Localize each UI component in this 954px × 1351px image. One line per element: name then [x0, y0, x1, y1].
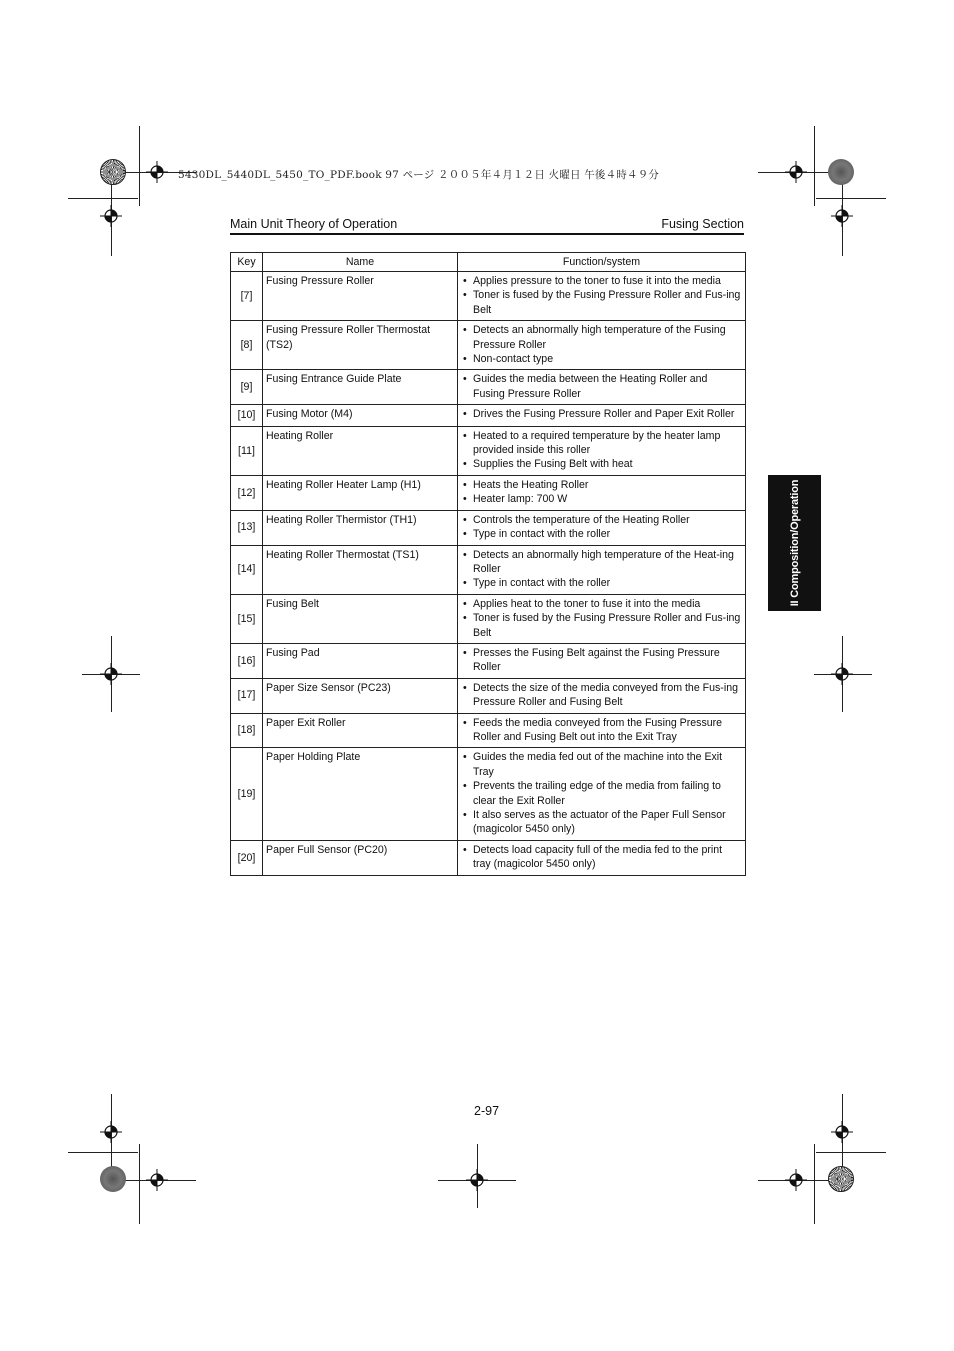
crop-line [139, 1144, 140, 1224]
row-part-name: Fusing Pad [263, 643, 458, 678]
table-row [231, 426, 746, 475]
crop-line [68, 1152, 138, 1153]
file-stamp: 5430DL_5440DL_5450_TO_PDF.book 97 ページ ２００５年４月１２日 火曜日 午後４時４９分 [178, 169, 660, 181]
row-part-name: Fusing Motor (M4) [263, 405, 458, 426]
row-key: [9] [231, 370, 263, 405]
row-key: [13] [231, 510, 263, 545]
row-key: [10] [231, 405, 263, 426]
row-part-name: Heating Roller Thermostat (TS1) [263, 545, 458, 594]
crosshair-registration-icon [831, 663, 853, 685]
row-function-list [458, 510, 746, 545]
table-header-row [231, 253, 746, 272]
function-item: • Heats the Heating Roller [461, 478, 742, 492]
function-item: • Toner is fused by the Fusing Pressure Roller and Fus-ing Belt [461, 288, 742, 317]
table-row [231, 678, 746, 713]
crosshair-registration-icon [100, 205, 122, 227]
row-key: [8] [231, 321, 263, 370]
function-item: • Heated to a required temperature by the heater lamp provided inside this roller [461, 429, 742, 458]
print-density-disc-icon [828, 159, 854, 185]
table-row [231, 370, 746, 405]
running-header-section: Fusing Section [661, 217, 744, 231]
table-row [231, 545, 746, 594]
row-key: [20] [231, 840, 263, 875]
crop-line [139, 126, 140, 206]
function-item: • It also serves as the actuator of the Paper Full Sensor (magicolor 5450 only) [461, 808, 742, 837]
function-item: • Guides the media between the Heating Roller and Fusing Pressure Roller [461, 372, 742, 401]
function-item: • Type in contact with the roller [461, 576, 742, 590]
row-key: [16] [231, 643, 263, 678]
row-function-list [458, 321, 746, 370]
row-key: [14] [231, 545, 263, 594]
function-item: • Detects an abnormally high temperature of the Fusing Pressure Roller [461, 323, 742, 352]
crosshair-registration-icon [831, 1121, 853, 1143]
function-item: • Drives the Fusing Pressure Roller and Paper Exit Roller [461, 407, 742, 421]
starburst-target-icon [828, 1166, 854, 1192]
function-bullets [461, 429, 742, 472]
parts-function-table [230, 252, 746, 876]
row-part-name: Paper Size Sensor (PC23) [263, 678, 458, 713]
table-row [231, 643, 746, 678]
row-part-name: Heating Roller [263, 426, 458, 475]
row-part-name: Fusing Entrance Guide Plate [263, 370, 458, 405]
row-function-list [458, 713, 746, 748]
column-header-key: Key [231, 253, 263, 272]
row-part-name: Fusing Pressure Roller Thermostat (TS2) [263, 321, 458, 370]
row-part-name: Fusing Belt [263, 594, 458, 643]
row-part-name: Paper Exit Roller [263, 713, 458, 748]
function-item: • Presses the Fusing Belt against the Fusing Pressure Roller [461, 646, 742, 675]
crosshair-registration-icon [831, 205, 853, 227]
function-bullets [461, 750, 742, 836]
function-item: • Detects an abnormally high temperature of the Heat-ing Roller [461, 548, 742, 577]
crosshair-registration-icon [100, 1121, 122, 1143]
row-key: [15] [231, 594, 263, 643]
row-part-name: Paper Full Sensor (PC20) [263, 840, 458, 875]
row-part-name: Heating Roller Heater Lamp (H1) [263, 475, 458, 510]
function-item: • Controls the temperature of the Heating Roller [461, 513, 742, 527]
function-item: • Detects load capacity full of the media fed to the print tray (magicolor 5450 only) [461, 843, 742, 872]
function-item: • Toner is fused by the Fusing Pressure Roller and Fus-ing Belt [461, 611, 742, 640]
table-row [231, 840, 746, 875]
row-function-list [458, 678, 746, 713]
row-function-list [458, 545, 746, 594]
table-row [231, 272, 746, 321]
row-key: [18] [231, 713, 263, 748]
crosshair-registration-icon [466, 1169, 488, 1191]
side-tab-label: II Composition/Operation [788, 479, 801, 607]
function-bullets [461, 513, 742, 542]
function-item: • Feeds the media conveyed from the Fusing Pressure Roller and Fusing Belt out into the Exit Tray [461, 716, 742, 745]
column-header-function: Function/system [458, 253, 746, 272]
crosshair-registration-icon [785, 1169, 807, 1191]
row-part-name: Heating Roller Thermistor (TH1) [263, 510, 458, 545]
page-number: 2-97 [474, 1104, 500, 1118]
function-item: • Supplies the Fusing Belt with heat [461, 457, 742, 471]
function-item: • Applies heat to the toner to fuse it into the media [461, 597, 742, 611]
function-bullets [461, 843, 742, 872]
row-function-list [458, 643, 746, 678]
table-row [231, 748, 746, 840]
function-item: • Type in contact with the roller [461, 527, 742, 541]
function-item: • Prevents the trailing edge of the media from failing to clear the Exit Roller [461, 779, 742, 808]
header-rule [230, 233, 744, 235]
function-bullets [461, 323, 742, 366]
crosshair-registration-icon [146, 1169, 168, 1191]
row-function-list [458, 748, 746, 840]
running-header-chapter: Main Unit Theory of Operation [230, 217, 398, 231]
row-key: [12] [231, 475, 263, 510]
function-bullets [461, 274, 742, 317]
row-key: [17] [231, 678, 263, 713]
crosshair-registration-icon [785, 161, 807, 183]
crop-line [816, 198, 886, 199]
table-row [231, 321, 746, 370]
row-function-list [458, 594, 746, 643]
function-bullets [461, 681, 742, 710]
column-header-name: Name [263, 253, 458, 272]
row-function-list [458, 840, 746, 875]
crop-line [814, 126, 815, 206]
row-function-list [458, 475, 746, 510]
crop-line [68, 198, 138, 199]
row-part-name: Fusing Pressure Roller [263, 272, 458, 321]
row-function-list [458, 426, 746, 475]
table-row [231, 713, 746, 748]
row-key: [11] [231, 426, 263, 475]
function-item: • Non-contact type [461, 352, 742, 366]
function-bullets [461, 646, 742, 675]
print-density-disc-icon [100, 1166, 126, 1192]
table-row [231, 475, 746, 510]
function-item: • Detects the size of the media conveyed from the Fus-ing Pressure Roller and Fusing Belt [461, 681, 742, 710]
row-key: [7] [231, 272, 263, 321]
crop-line [814, 1144, 815, 1224]
starburst-target-icon [100, 159, 126, 185]
row-key: [19] [231, 748, 263, 840]
row-function-list [458, 405, 746, 426]
function-bullets [461, 548, 742, 591]
function-bullets [461, 407, 742, 421]
row-function-list [458, 272, 746, 321]
row-function-list [458, 370, 746, 405]
row-part-name: Paper Holding Plate [263, 748, 458, 840]
function-item: • Heater lamp: 700 W [461, 492, 742, 506]
crosshair-registration-icon [146, 161, 168, 183]
crop-line [816, 1152, 886, 1153]
table-row [231, 594, 746, 643]
function-bullets [461, 478, 742, 507]
table-row [231, 510, 746, 545]
table-row [231, 405, 746, 426]
chapter-side-tab [768, 475, 821, 611]
function-item: • Applies pressure to the toner to fuse it into the media [461, 274, 742, 288]
function-bullets [461, 597, 742, 640]
function-bullets [461, 372, 742, 401]
crosshair-registration-icon [100, 663, 122, 685]
function-item: • Guides the media fed out of the machine into the Exit Tray [461, 750, 742, 779]
function-bullets [461, 716, 742, 745]
